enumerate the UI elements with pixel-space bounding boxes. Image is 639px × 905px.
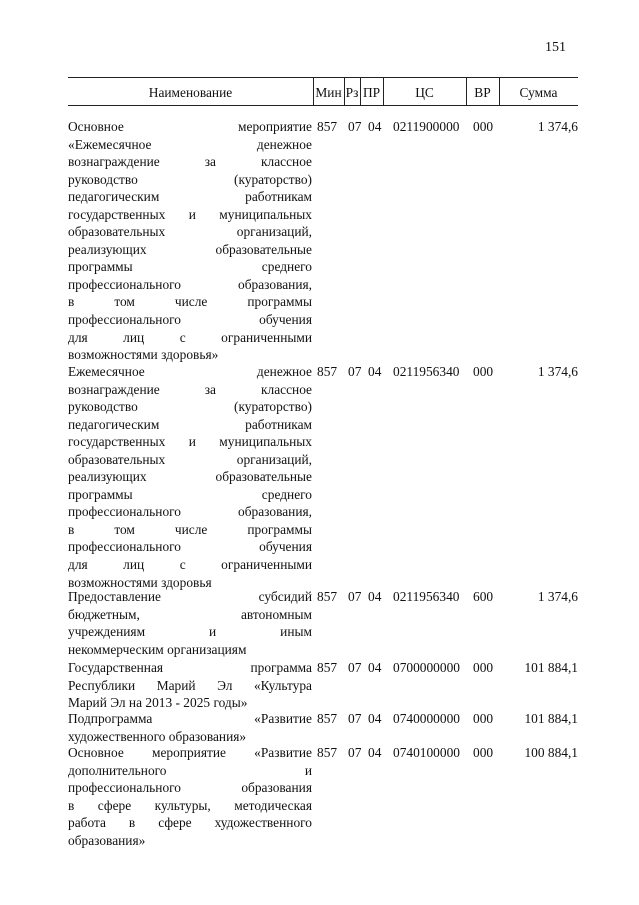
table-row [68, 588, 578, 658]
row-rz: 07 [348, 745, 362, 760]
row-min: 857 [317, 660, 338, 675]
row-name-line: государственных и муниципальных [68, 434, 312, 450]
header-cs: ЦС [415, 85, 434, 100]
row-vr: 600 [473, 589, 494, 604]
row-name-line: Основное мероприятие «Развитие [68, 745, 312, 760]
row-cs: 0211900000 [393, 119, 460, 134]
row-rz: 07 [348, 660, 362, 675]
row-name-line: программы среднего [68, 259, 312, 275]
row-pr: 04 [368, 589, 382, 604]
header-min: Мин [315, 85, 342, 100]
row-name-line: Государственная программа [68, 660, 312, 675]
row-cs: 0740000000 [393, 711, 460, 726]
row-sum: 1 374,6 [537, 119, 578, 134]
table-row [68, 118, 578, 364]
row-cs: 0740100000 [393, 745, 460, 760]
row-name-line: программы среднего [68, 486, 312, 502]
row-name-line: вознаграждение за классное [68, 381, 312, 397]
row-pr: 04 [368, 745, 382, 760]
row-name-line: руководство (кураторство) [68, 171, 312, 187]
row-sum: 1 374,6 [537, 589, 578, 604]
row-name-line: профессионального образования, [68, 504, 312, 520]
row-cs: 0211956340 [393, 364, 460, 379]
row-name-line: профессионального обучения [68, 312, 312, 328]
row-name-line: педагогическим работникам [68, 416, 312, 432]
row-rz: 07 [348, 364, 362, 379]
row-vr: 000 [473, 364, 494, 379]
row-pr: 04 [368, 711, 382, 726]
row-name-line: реализующих образовательные [68, 241, 312, 257]
row-name-line: дополнительного и [68, 762, 312, 778]
row-name-line: государственных и муниципальных [68, 206, 312, 222]
table-row [68, 710, 578, 745]
header-rz: Рз [345, 85, 359, 100]
row-vr: 000 [473, 660, 494, 675]
row-name [68, 118, 312, 364]
header-name: Наименование [148, 85, 233, 100]
row-name-line: бюджетным, автономным [68, 606, 312, 622]
table-row [68, 744, 578, 849]
row-name-line: профессионального образования, [68, 276, 312, 292]
row-name-line: Основное мероприятие [68, 119, 312, 134]
row-name-line: возможностями здоровья» [68, 347, 219, 363]
row-min: 857 [317, 745, 338, 760]
row-name-line: в том числе программы [68, 521, 312, 537]
page-number: 151 [545, 40, 566, 55]
row-name-line: Подпрограмма «Развитие [68, 711, 312, 726]
row-name-line: в сфере культуры, методическая [68, 797, 312, 813]
row-name-line: Предоставление субсидий [68, 589, 312, 604]
row-pr: 04 [368, 660, 382, 675]
row-cs: 0211956340 [393, 589, 460, 604]
row-min: 857 [317, 364, 338, 379]
row-name-line: для лиц с ограниченными [68, 329, 312, 345]
row-name-line: образовательных организаций, [68, 224, 312, 240]
row-cs: 0700000000 [393, 660, 460, 675]
row-sum: 101 884,1 [524, 711, 578, 726]
row-name-line: образовательных организаций, [68, 451, 312, 467]
row-name-line: образования» [68, 832, 146, 848]
row-min: 857 [317, 589, 338, 604]
row-name [68, 744, 312, 849]
row-name-line: Марий Эл на 2013 - 2025 годы» [68, 695, 248, 711]
header-top-rule [68, 77, 578, 78]
row-name-line: возможностями здоровья [68, 574, 212, 590]
header-vr: ВР [474, 85, 491, 100]
row-min: 857 [317, 711, 338, 726]
row-rz: 07 [348, 119, 362, 134]
row-sum: 101 884,1 [524, 660, 578, 675]
row-name-line: педагогическим работникам [68, 189, 312, 205]
row-name-line: Республики Марий Эл «Культура [68, 677, 312, 693]
row-pr: 04 [368, 119, 382, 134]
row-name [68, 588, 312, 658]
row-name [68, 363, 312, 591]
row-name-line: Ежемесячное денежное [68, 364, 312, 379]
row-vr: 000 [473, 745, 494, 760]
row-name-line: для лиц с ограниченными [68, 557, 312, 573]
row-name-line: руководство (кураторство) [68, 399, 312, 415]
row-rz: 07 [348, 711, 362, 726]
row-min: 857 [317, 119, 338, 134]
row-name-line: в том числе программы [68, 294, 312, 310]
table-row [68, 659, 578, 712]
row-name-line: учреждениям и иным [68, 624, 312, 640]
row-name-line: «Ежемесячное денежное [68, 136, 312, 152]
header-bottom-rule [68, 105, 578, 106]
row-name-line: работа в сфере художественного [68, 815, 312, 831]
row-vr: 000 [473, 711, 494, 726]
row-pr: 04 [368, 364, 382, 379]
row-vr: 000 [473, 119, 494, 134]
row-sum: 1 374,6 [537, 364, 578, 379]
row-name-line: профессионального обучения [68, 539, 312, 555]
header-pr: ПР [362, 85, 381, 100]
table-row [68, 363, 578, 591]
row-name [68, 710, 312, 745]
row-name [68, 659, 312, 712]
row-name-line: профессионального образования [68, 780, 312, 796]
row-name-line: реализующих образовательные [68, 469, 312, 485]
row-rz: 07 [348, 589, 362, 604]
row-sum: 100 884,1 [524, 745, 578, 760]
header-sum: Сумма [519, 85, 558, 100]
row-name-line: вознаграждение за классное [68, 154, 312, 170]
row-name-line: некоммерческим организациям [68, 641, 247, 657]
row-name-line: художественного образования» [68, 728, 247, 744]
